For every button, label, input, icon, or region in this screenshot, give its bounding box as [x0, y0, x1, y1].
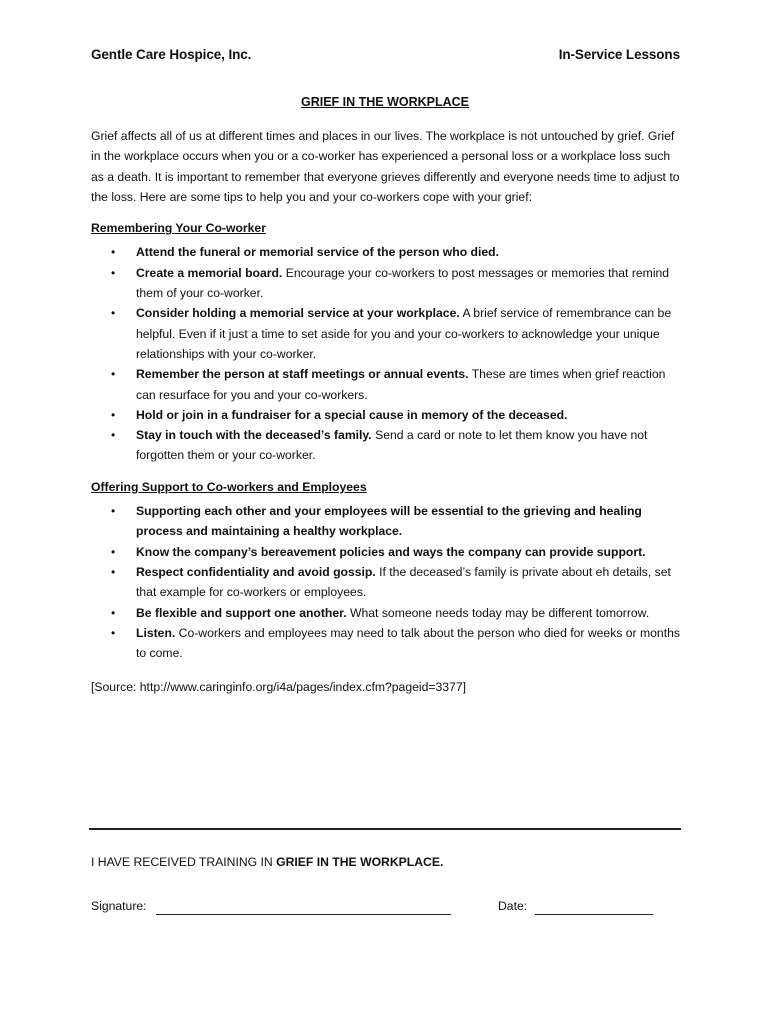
bullet-icon: • [111, 428, 116, 443]
section-heading-remembering: Remembering Your Co-worker [91, 221, 266, 236]
list-item: • Respect confidentiality and avoid gossip. If the deceased’s family is private about eh details, set that example for co-workers or employees. [91, 562, 681, 603]
section-divider [89, 828, 681, 830]
bullet-icon: • [111, 504, 116, 519]
section-heading-offering-support: Offering Support to Co-workers and Employees [91, 479, 367, 494]
bullet-icon: • [111, 564, 116, 579]
list-item: • Be flexible and support one another. What someone needs today may be different tomorrow. [91, 603, 681, 623]
bullet-icon: • [111, 245, 116, 260]
bullet-icon: • [111, 265, 116, 280]
list-item: • Attend the funeral or memorial service of the person who died. [91, 242, 681, 262]
bullet-icon: • [111, 625, 116, 640]
training-acknowledgement: I HAVE RECEIVED TRAINING IN GRIEF IN THE WORKPLACE. [91, 855, 444, 869]
list-item: • Supporting each other and your employees will be essential to the grieving and healing process and maintaining a healthy workplace. [91, 501, 681, 542]
organization-name: Gentle Care Hospice, Inc. [91, 47, 252, 62]
list-item: • Hold or join in a fundraiser for a special cause in memory of the deceased. [91, 405, 681, 425]
bullet-icon: • [111, 605, 116, 620]
list-item: • Know the company’s bereavement policies and ways the company can provide support. [91, 542, 681, 562]
page-title: GRIEF IN THE WORKPLACE [300, 95, 470, 109]
intro-paragraph: Grief affects all of us at different times and places in our lives. The workplace is not untouched by grief. Grief in the workplace occurs when you or a co-worker has experienced a personal loss or a workplace loss such as a death. It is important to remember that everyone grieves differently and everyone needs time to adjust to the loss. Here are some tips to help you and your co-workers cope with your grief: [91, 129, 680, 204]
date-label: Date: [498, 899, 528, 913]
bullet-icon: • [111, 544, 116, 559]
remembering-list [91, 242, 681, 465]
list-item: • Create a memorial board. Encourage your co-workers to post messages or memories that remind them of your co-worker. [91, 263, 681, 304]
list-item: • Stay in touch with the deceased’s family. Send a card or note to let them know you have not forgotten them or your co-worker. [91, 425, 681, 466]
bullet-icon: • [111, 367, 116, 382]
signature-field[interactable] [156, 914, 451, 915]
list-item: • Remember the person at staff meetings or annual events. These are times when grief reaction can resurface for you and your co-workers. [91, 364, 681, 405]
lesson-series: In-Service Lessons [558, 47, 680, 62]
bullet-icon: • [111, 407, 116, 422]
document-body [91, 126, 681, 698]
list-item: • Consider holding a memorial service at your workplace. A brief service of remembrance can be helpful. Even if it just a time to set aside for you and your co-workers to acknowledge your unique relationships with your co-worker. [91, 303, 681, 364]
signature-label: Signature: [91, 899, 147, 913]
bullet-icon: • [111, 306, 116, 321]
list-item: • Listen. Co-workers and employees may need to talk about the person who died for weeks or months to come. [91, 623, 681, 664]
date-field[interactable] [535, 914, 653, 915]
support-list [91, 501, 681, 663]
source-citation: [Source: http://www.caringinfo.org/i4a/pages/index.cfm?pageid=3377] [91, 680, 466, 695]
